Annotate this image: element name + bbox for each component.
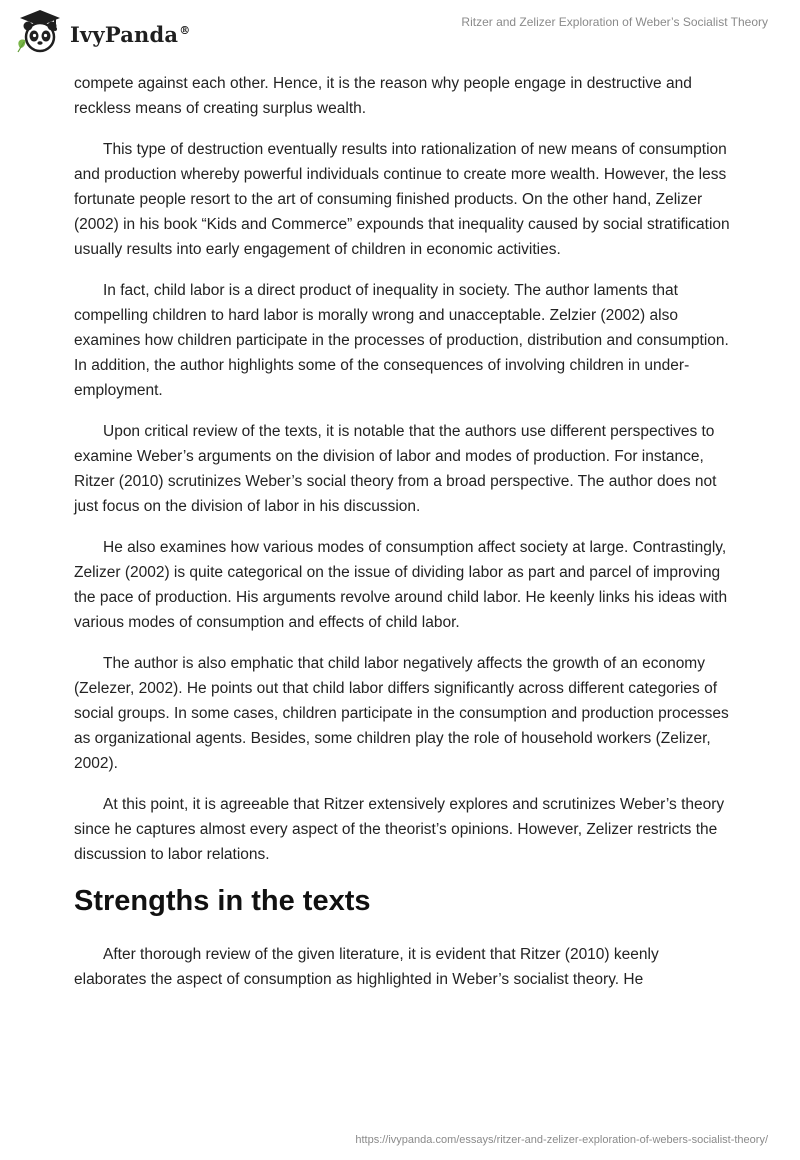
paragraph-2: This type of destruction eventually results into rationalization of new means of consumption and production whereby powerful individuals continue to create more wealth. However, the less fortunate people resort to the art of consuming finished products. On the other hand, Zelizer (2002) in his book “Kids and Commerce” expounds that inequality caused by social stratification usually results into early engagement of children in economic activities. <box>74 141 730 258</box>
essay-content <box>74 71 734 1008</box>
registered-mark: ® <box>179 23 191 37</box>
paragraph-3: In fact, child labor is a direct product of inequality in society. The author laments that compelling children to hard labor is morally wrong and unacceptable. Zelzier (2002) also examines how children participate in the processes of production, distribution and consumption. In addition, the author highlights some of the consequences of involving children in under-employment. <box>74 282 729 399</box>
page-header <box>0 0 800 70</box>
paragraph-6: The author is also emphatic that child labor negatively affects the growth of an economy (Zelezer, 2002). He points out that child labor differs significantly across different categories of social groups. In some cases, children participate in the consumption and production processes as organizational agents. Besides, some children play the role of household workers (Zelizer, 2002). <box>74 655 729 772</box>
paragraph-1: compete against each other. Hence, it is the reason why people engage in destructive and reckless means of creating surplus wealth. <box>74 75 692 117</box>
document-title: Ritzer and Zelizer Exploration of Weber’s Socialist Theory <box>461 15 768 29</box>
brand-name: IvyPanda® <box>70 21 191 47</box>
ivypanda-logo[interactable] <box>14 8 190 56</box>
paragraph-7: At this point, it is agreeable that Ritzer extensively explores and scrutinizes Weber’s theory since he captures almost every aspect of the theorist’s opinions. However, Zelizer restricts the discussion to labor relations. <box>74 796 725 863</box>
paragraph-8: After thorough review of the given literature, it is evident that Ritzer (2010) keenly elaborates the aspect of consumption as highlighted in Weber’s socialist theory. He <box>74 946 659 988</box>
source-url[interactable]: https://ivypanda.com/essays/ritzer-and-zelizer-exploration-of-webers-socialist-theory/ <box>355 1134 768 1146</box>
section-heading: Strengths in the texts <box>74 885 371 917</box>
paragraph-4: Upon critical review of the texts, it is notable that the authors use different perspectives to examine Weber’s arguments on the division of labor and modes of production. For instance, Ritzer (2010) scrutinizes Weber’s social theory from a broad perspective. The author does not just focus on the division of labor in his discussion. <box>74 423 717 515</box>
panda-graduate-icon <box>14 8 66 56</box>
paragraph-5: He also examines how various modes of consumption affect society at large. Contrastingly, Zelizer (2002) is quite categorical on the issue of dividing labor as part and parcel of improving the pace of production. His arguments revolve around child labor. He keenly links his ideas with various modes of consumption and effects of child labor. <box>74 539 728 631</box>
